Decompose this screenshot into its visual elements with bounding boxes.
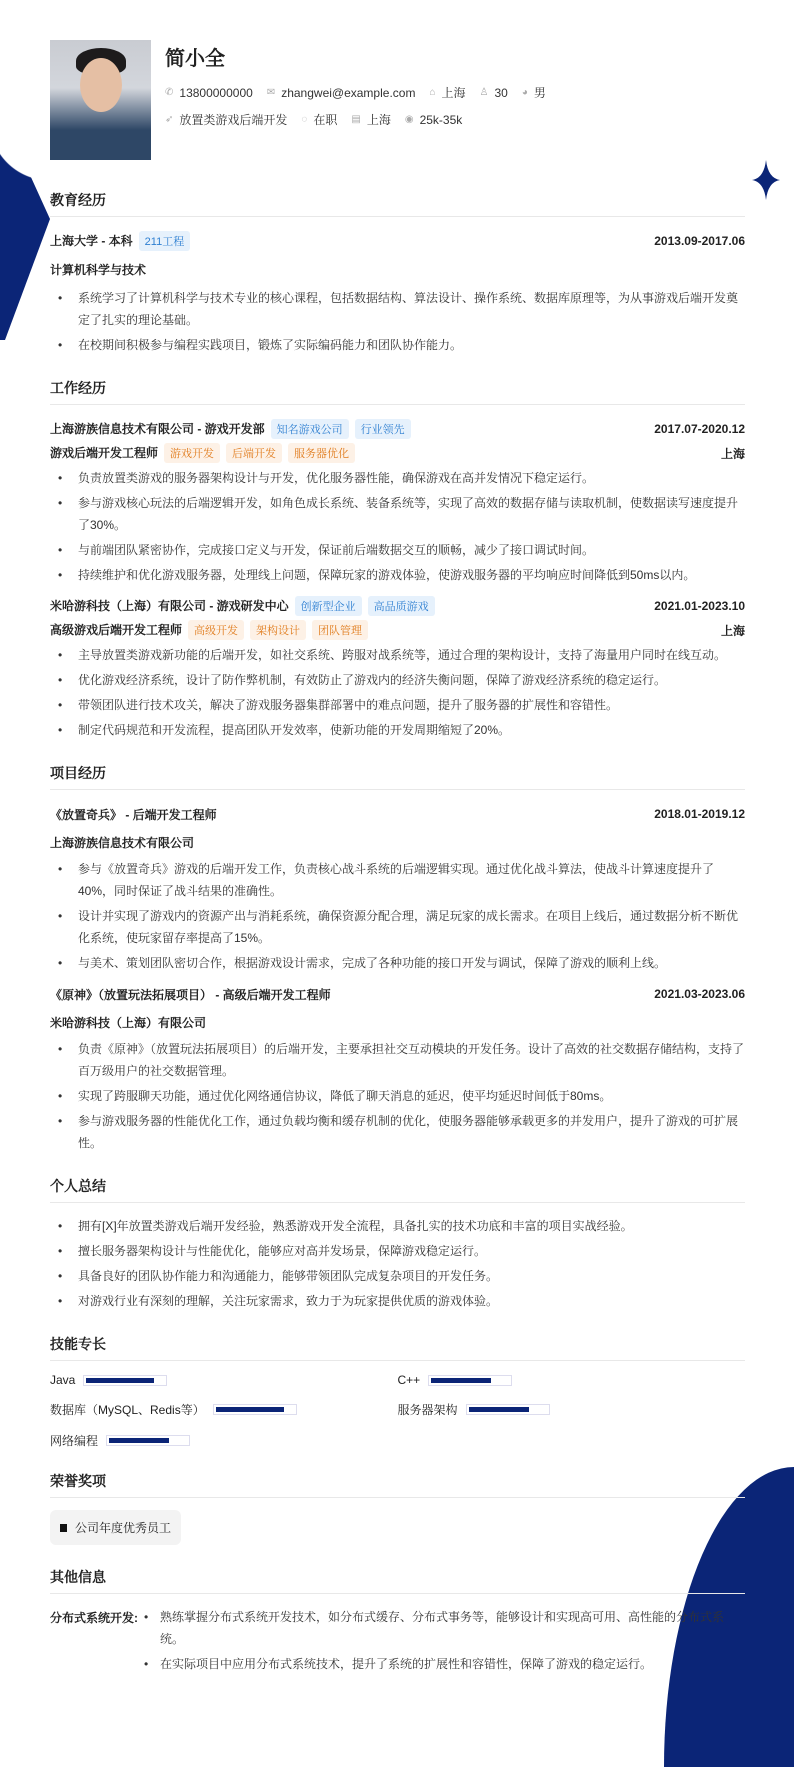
work-entry: [50, 594, 745, 741]
awards-section: [50, 1471, 745, 1545]
square-bullet-icon: [60, 1524, 67, 1532]
other-label: 分布式系统开发:: [50, 1611, 138, 1625]
skill-level-bar: [83, 1375, 167, 1386]
list-item: • 参与游戏服务器的性能优化工作，通过负载均衡和缓存机制的优化，使服务器能够承载更多的并发用户，提升了游戏的可扩展性。: [50, 1110, 745, 1154]
skills-section: [50, 1334, 745, 1449]
company: 米哈游科技（上海）有限公司 - 游戏研发中心: [50, 599, 289, 613]
role-tag: 游戏开发: [164, 443, 220, 463]
contact-line: [165, 79, 546, 106]
phone-icon: ✆: [165, 87, 174, 98]
list-item: • 参与《放置奇兵》游戏的后端开发工作，负责核心战斗系统的后端逻辑实现。通过优化战斗算法，使战斗计算速度提升了40%，同时保证了战斗结果的准确性。: [50, 858, 745, 902]
location: 上海: [720, 623, 745, 638]
major: 计算机科学与技术: [50, 262, 147, 277]
skill-level-bar: [466, 1404, 550, 1415]
list-item: • 实现了跨服聊天功能，通过优化网络通信协议，降低了聊天消息的延迟，使平均延迟时间低于80ms。: [50, 1085, 745, 1107]
list-item: • 持续维护和优化游戏服务器，处理线上问题，保障玩家的游戏体验，使游戏服务器的平均响应时间降低到50ms以内。: [50, 564, 745, 586]
education-section: [50, 190, 745, 356]
section-title: 荣誉奖项: [50, 1471, 745, 1498]
age: 30: [494, 85, 508, 100]
list-item: • 对游戏行业有深刻的理解，关注玩家需求，致力于为玩家提供优质的游戏体验。: [50, 1290, 745, 1312]
list-item: • 与美术、策划团队密切合作，根据游戏设计需求，完成了各种功能的接口开发与调试，保障了游戏的顺利上线。: [50, 952, 745, 974]
company-tag: 行业领先: [355, 419, 411, 439]
send-icon: ➶: [165, 114, 174, 125]
role-tag: 架构设计: [250, 620, 306, 640]
school: 上海大学 - 本科: [50, 234, 133, 248]
skill-name: 服务器架构: [397, 1403, 458, 1417]
summary-section: [50, 1176, 745, 1312]
skill-name: 数据库（MySQL、Redis等）: [50, 1403, 205, 1417]
section-title: 其他信息: [50, 1567, 745, 1594]
section-title: 个人总结: [50, 1176, 745, 1203]
resume: [50, 40, 745, 1678]
skill-name: C++: [397, 1373, 421, 1387]
project-section: [50, 763, 745, 1154]
phone: 13800000000: [179, 85, 253, 100]
list-item: • 设计并实现了游戏内的资源产出与消耗系统，确保资源分配合理，满足玩家的成长需求。在项目上线后，通过数据分析不断优化系统，使玩家留存率提高了15%。: [50, 905, 745, 949]
role: 游戏后端开发工程师: [50, 446, 159, 460]
candidate-name: 简小全: [165, 48, 225, 70]
other-section: [50, 1567, 745, 1678]
work-section: [50, 378, 745, 741]
role-tag: 团队管理: [312, 620, 368, 640]
list-item: • 在实际项目中应用分布式系统技术，提升了系统的扩展性和容错性，保障了游戏的稳定运行。: [138, 1653, 745, 1675]
date: 2021.03-2023.06: [654, 987, 745, 1001]
date: 2021.01-2023.10: [654, 599, 745, 613]
list-item: • 负责放置类游戏的服务器架构设计与开发，优化服务器性能，确保游戏在高并发情况下稳定运行。: [50, 467, 745, 489]
list-item: • 系统学习了计算机科学与技术专业的核心课程，包括数据结构、算法设计、操作系统、数据库原理等，为从事游戏后端开发奠定了扎实的理论基础。: [50, 287, 745, 331]
project-name: 《原神》（放置玩法拓展项目） - 高级后端开发工程师: [50, 987, 331, 1002]
date: 2013.09-2017.06: [654, 234, 745, 248]
email: zhangwei@example.com: [281, 85, 416, 100]
list-item: • 在校期间积极参与编程实践项目，锻炼了实际编码能力和团队协作能力。: [50, 334, 745, 356]
role-tag: 服务器优化: [288, 443, 355, 463]
avatar-photo: [50, 40, 151, 160]
company-tag: 高品质游戏: [368, 596, 435, 616]
project-entry: [50, 982, 745, 1154]
list-item: • 负责《原神》（放置玩法拓展项目）的后端开发，主要承担社交互动模块的开发任务。设计了高效的社交数据存储结构，支持了百万级用户的社交数据管理。: [50, 1038, 745, 1082]
skill-item: [50, 1373, 398, 1387]
skill-level-fill: [109, 1438, 169, 1443]
project-name: 《放置奇兵》 - 后端开发工程师: [50, 807, 217, 822]
gender-icon: ◕: [521, 87, 528, 98]
tag: 211工程: [139, 231, 191, 251]
skill-level-bar: [428, 1375, 512, 1386]
section-title: 教育经历: [50, 190, 745, 217]
section-title: 项目经历: [50, 763, 745, 790]
list-item: • 制定代码规范和开发流程，提高团队开发效率，使新功能的开发周期缩短了20%。: [50, 719, 745, 741]
target-city: 上海: [366, 113, 391, 127]
role-tag: 后端开发: [226, 443, 282, 463]
list-item: • 优化游戏经济系统，设计了防作弊机制，有效防止了游戏内的经济失衡问题，保障了游戏经济系统的稳定运行。: [50, 669, 745, 691]
company-tag: 创新型企业: [295, 596, 362, 616]
skill-level-bar: [213, 1404, 297, 1415]
skill-item: [50, 1432, 398, 1449]
sparkle-star-icon: [752, 160, 780, 200]
skill-item: [398, 1373, 746, 1387]
status-icon: ◌: [301, 114, 308, 125]
list-item: • 擅长服务器架构设计与性能优化，能够应对高并发场景，保障游戏稳定运行。: [50, 1240, 745, 1262]
role-tag: 高级开发: [188, 620, 244, 640]
list-item: • 熟练掌握分布式系统开发技术，如分布式缓存、分布式事务等，能够设计和实现高可用、高性能的分布式系统。: [138, 1606, 745, 1650]
position: 放置类游戏后端开发: [179, 113, 288, 127]
gender: 男: [533, 86, 546, 100]
job-intent-line: [165, 106, 546, 133]
project-company: 米哈游科技（上海）有限公司: [50, 1015, 207, 1030]
location: 上海: [720, 446, 745, 461]
building-icon: ▤: [351, 114, 361, 125]
skill-name: 网络编程: [50, 1434, 99, 1448]
list-item: • 具备良好的团队协作能力和沟通能力，能够带领团队完成复杂项目的开发任务。: [50, 1265, 745, 1287]
skill-item: [398, 1401, 746, 1418]
list-item: • 参与游戏核心玩法的后端逻辑开发，如角色成长系统、装备系统等，实现了高效的数据存储与读取机制，使数据读写速度提升了30%。: [50, 492, 745, 536]
date: 2017.07-2020.12: [654, 422, 745, 436]
project-entry: [50, 802, 745, 974]
list-item: • 拥有[X]年放置类游戏后端开发经验，熟悉游戏开发全流程，具备扎实的技术功底和丰富的项目实战经验。: [50, 1215, 745, 1237]
skill-name: Java: [50, 1373, 76, 1387]
skill-level-fill: [216, 1407, 284, 1412]
city: 上海: [441, 86, 466, 100]
section-title: 技能专长: [50, 1334, 745, 1361]
company: 上海游族信息技术有限公司 - 游戏开发部: [50, 422, 265, 436]
project-company: 上海游族信息技术有限公司: [50, 835, 195, 850]
age-icon: ♙: [479, 87, 489, 98]
award-name: 公司年度优秀员工: [75, 1521, 172, 1535]
skill-level-fill: [86, 1378, 154, 1383]
salary: 25k-35k: [419, 112, 463, 127]
profile-header: [50, 40, 745, 160]
home-icon: ⌂: [429, 87, 436, 98]
role: 高级游戏后端开发工程师: [50, 623, 183, 637]
section-title: 工作经历: [50, 378, 745, 405]
mail-icon: ✉: [266, 87, 276, 98]
date: 2018.01-2019.12: [654, 807, 745, 821]
skill-level-bar: [106, 1435, 190, 1446]
skill-level-fill: [431, 1378, 491, 1383]
skill-level-fill: [469, 1407, 530, 1412]
work-entry: [50, 417, 745, 586]
status: 在职: [313, 113, 338, 127]
salary-icon: ◉: [404, 114, 414, 125]
list-item: • 主导放置类游戏新功能的后端开发，如社交系统、跨服对战系统等，通过合理的架构设计，支持了海量用户同时在线互动。: [50, 644, 745, 666]
list-item: • 与前端团队紧密协作，完成接口定义与开发，保证前后端数据交互的顺畅，减少了接口调试时间。: [50, 539, 745, 561]
company-tag: 知名游戏公司: [271, 419, 349, 439]
award-badge: [50, 1510, 181, 1545]
decor-left-shape: [0, 120, 50, 340]
list-item: • 带领团队进行技术攻关，解决了游戏服务器集群部署中的难点问题，提升了服务器的扩展性和容错性。: [50, 694, 745, 716]
skill-item: [50, 1401, 398, 1418]
